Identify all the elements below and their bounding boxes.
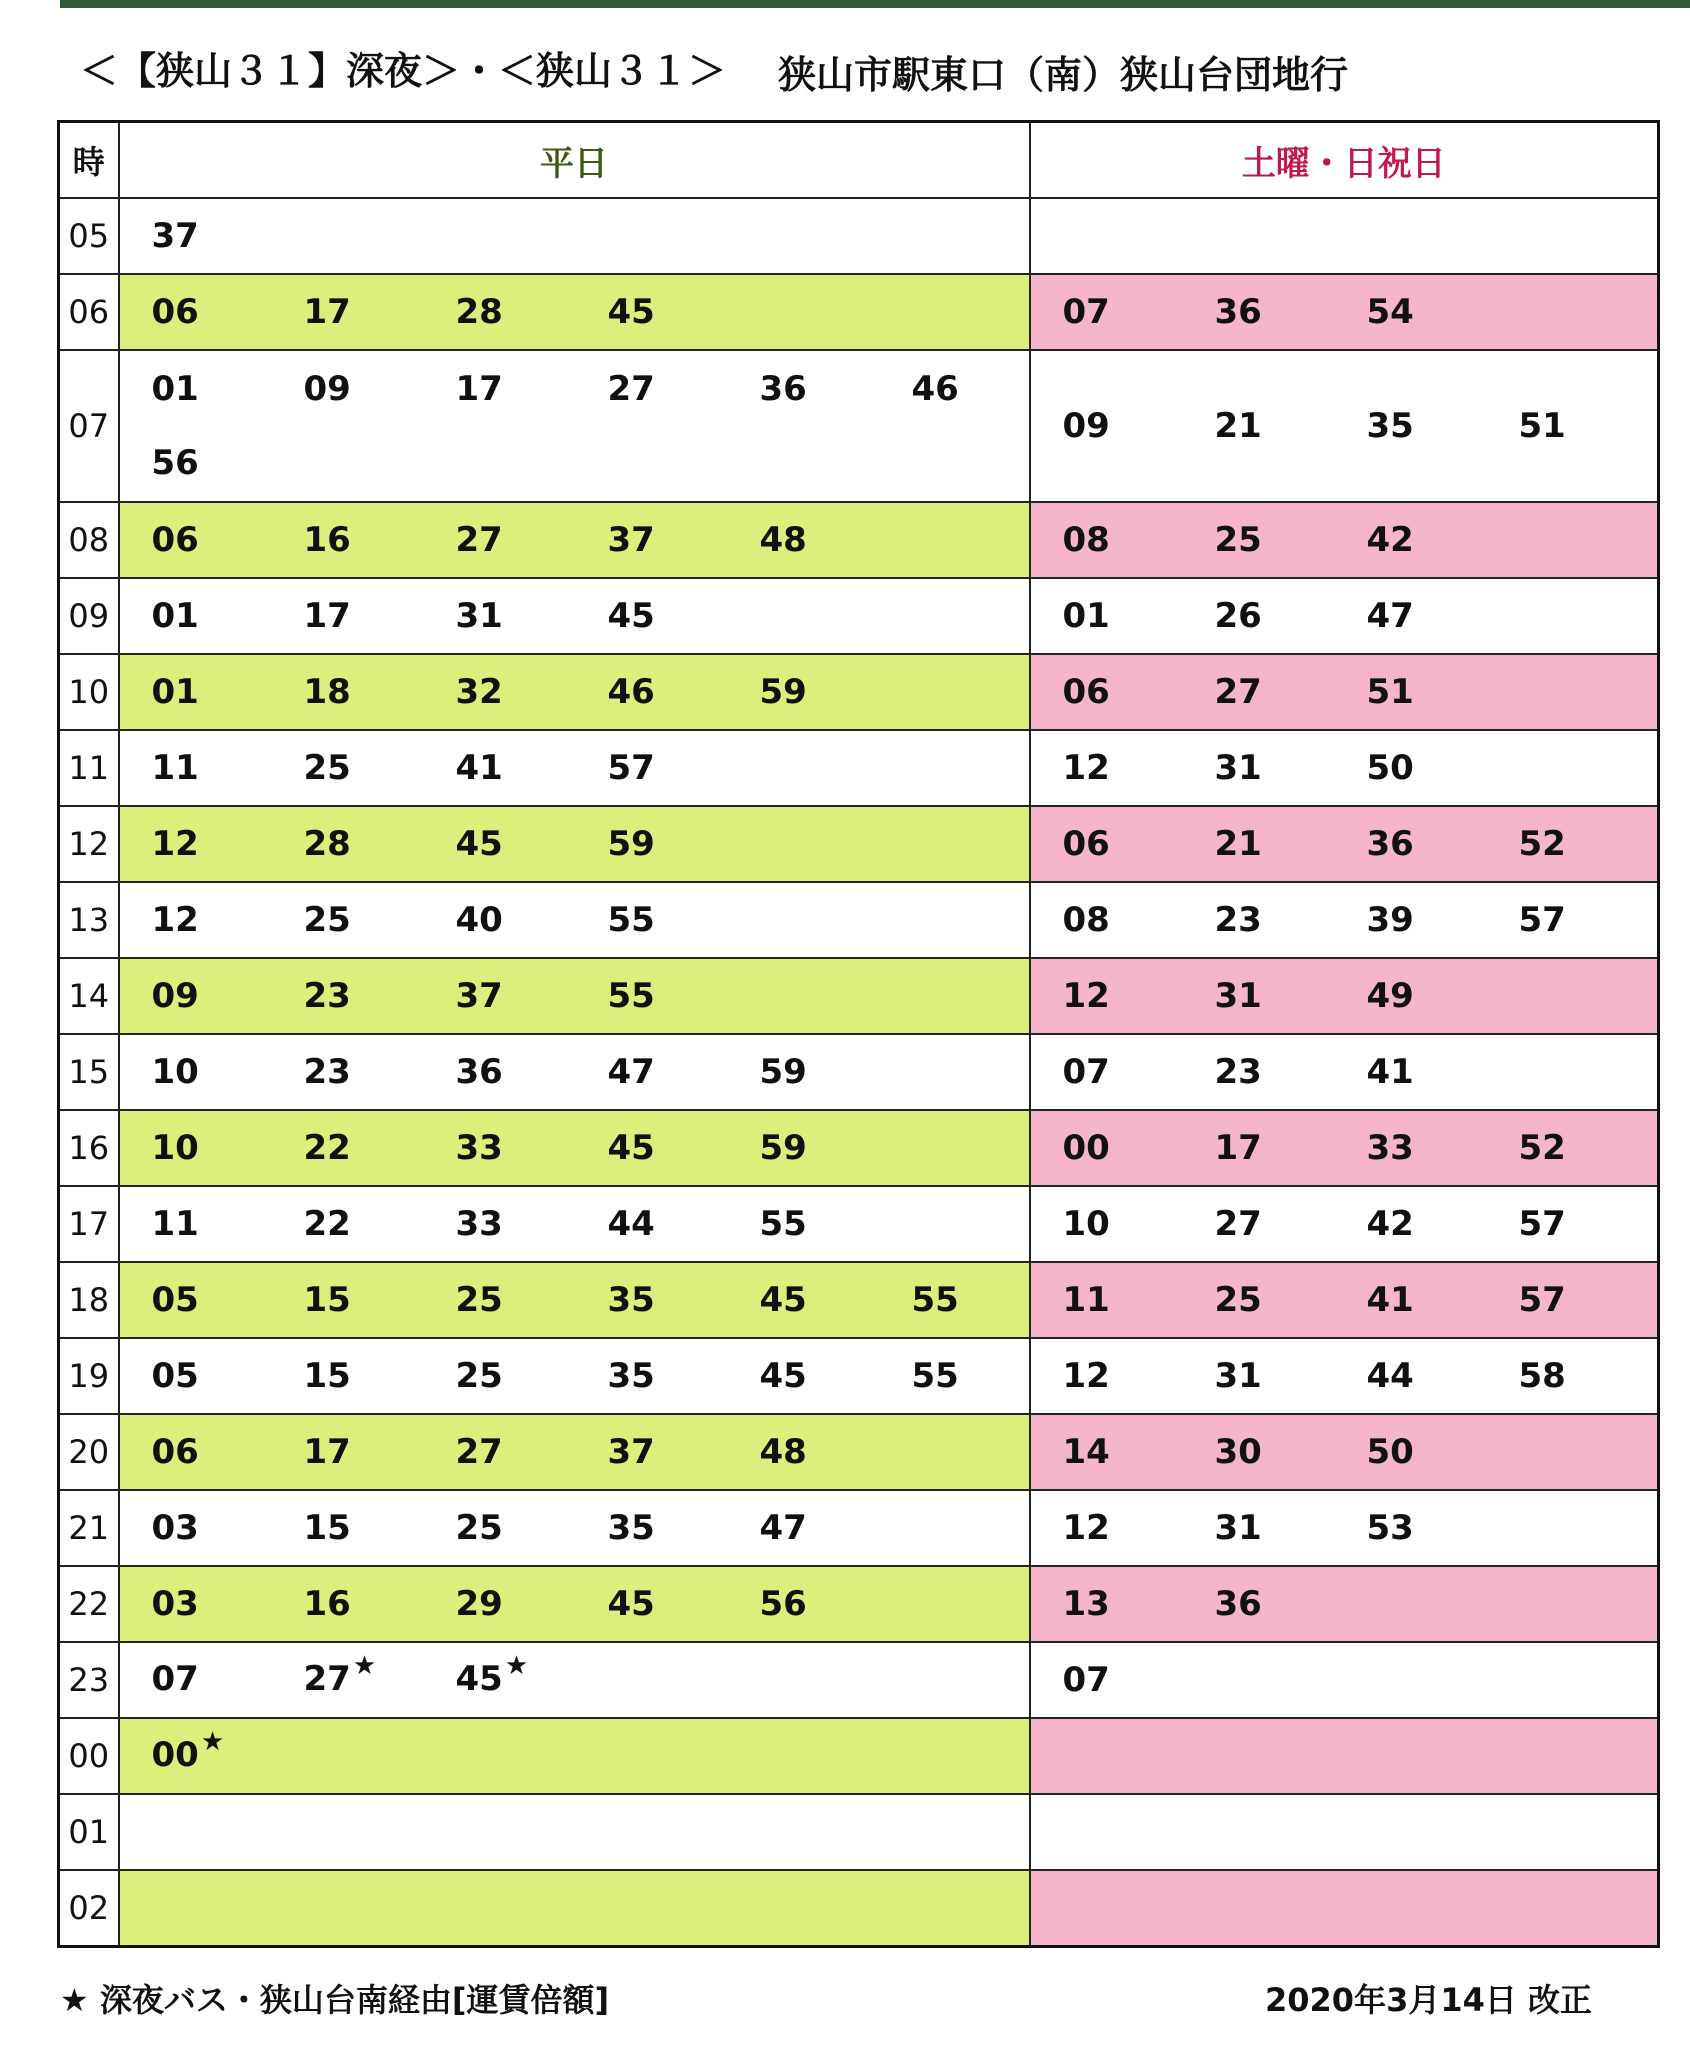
weekday-times-cell	[119, 1414, 1030, 1490]
departure-minute: 09	[1062, 406, 1110, 446]
departure-minute: 00★	[151, 1726, 225, 1775]
weekend-times-cell	[1030, 958, 1659, 1034]
hour-cell: 08	[59, 502, 119, 578]
late-night-star-icon: ★	[200, 1726, 225, 1757]
departure-minute: 22	[303, 1128, 351, 1168]
departure-minute: 22	[303, 1204, 351, 1244]
departure-minute: 36	[1366, 824, 1414, 864]
departure-minute: 31	[1214, 1356, 1262, 1396]
departure-minute: 45	[607, 292, 655, 332]
weekday-times-cell	[119, 1186, 1030, 1262]
timetable-row	[59, 578, 1659, 654]
departure-minute: 07	[1062, 1660, 1110, 1700]
departure-minute: 11	[151, 748, 199, 788]
weekday-minutes	[152, 894, 1029, 946]
timetable-row	[59, 958, 1659, 1034]
departure-minute: 59	[607, 824, 655, 864]
weekday-minutes	[152, 1198, 1029, 1250]
revision-date: 2020年3月14日 改正	[1265, 1981, 1593, 2019]
weekend-minutes	[1063, 514, 1658, 566]
timetable-row	[59, 806, 1659, 882]
departure-minute: 55	[911, 1356, 959, 1396]
departure-minute: 06	[151, 1432, 199, 1472]
weekend-times-cell	[1030, 1566, 1659, 1642]
departure-minute: 06	[1062, 824, 1110, 864]
weekday-minutes	[152, 818, 1029, 870]
departure-minute: 59	[759, 672, 807, 712]
departure-minute: 11	[151, 1204, 199, 1244]
weekend-times-cell	[1030, 1110, 1659, 1186]
timetable-row	[59, 1566, 1659, 1642]
top-border-strip	[60, 0, 1690, 8]
departure-minute: 36	[759, 369, 807, 409]
departure-minute: 35	[607, 1356, 655, 1396]
departure-minute: 35	[1366, 406, 1414, 446]
departure-minute: 37	[607, 520, 655, 560]
weekday-times-cell	[119, 1262, 1030, 1338]
departure-minute: 45	[455, 824, 503, 864]
departure-minute: 06	[151, 292, 199, 332]
weekend-times-cell	[1030, 502, 1659, 578]
hour-cell: 00	[59, 1718, 119, 1794]
departure-minute: 39	[1366, 900, 1414, 940]
departure-minute: 47	[759, 1508, 807, 1548]
weekend-times-cell	[1030, 1338, 1659, 1414]
departure-minute: 08	[1062, 900, 1110, 940]
weekend-times-cell	[1030, 274, 1659, 350]
weekend-times-cell	[1030, 1034, 1659, 1110]
departure-minute: 31	[1214, 976, 1262, 1016]
departure-minute: 41	[1366, 1280, 1414, 1320]
weekend-times-cell	[1030, 1186, 1659, 1262]
departure-minute: 55	[911, 1280, 959, 1320]
weekday-minutes	[152, 1274, 1029, 1326]
departure-minute: 27	[1214, 1204, 1262, 1244]
departure-minute: 28	[455, 292, 503, 332]
timetable-row	[59, 274, 1659, 350]
weekend-times-cell	[1030, 654, 1659, 730]
departure-minute: 10	[1062, 1204, 1110, 1244]
departure-minute: 27	[1214, 672, 1262, 712]
timetable-row	[59, 1338, 1659, 1414]
departure-minute: 31	[455, 596, 503, 636]
weekday-minutes	[151, 1726, 1029, 1784]
weekday-times-cell	[119, 350, 1030, 502]
timetable-row	[59, 1870, 1659, 1947]
timetable-row	[59, 198, 1659, 274]
hour-cell: 22	[59, 1566, 119, 1642]
weekend-minutes	[1063, 1426, 1658, 1478]
departure-minute: 56	[151, 443, 199, 483]
weekday-times-cell	[119, 806, 1030, 882]
departure-minute: 10	[151, 1052, 199, 1092]
departure-minute: 27	[455, 520, 503, 560]
departure-minute: 15	[303, 1356, 351, 1396]
departure-minute: 46	[607, 672, 655, 712]
hour-cell: 11	[59, 730, 119, 806]
departure-minute: 25	[455, 1508, 503, 1548]
departure-minute: 21	[1214, 406, 1262, 446]
departure-minute: 15	[303, 1280, 351, 1320]
hour-cell: 18	[59, 1262, 119, 1338]
weekend-times-cell	[1030, 1262, 1659, 1338]
hour-cell: 07	[59, 350, 119, 502]
departure-minute: 12	[1062, 1356, 1110, 1396]
departure-minute: 26	[1214, 596, 1262, 636]
hour-cell: 10	[59, 654, 119, 730]
departure-minute: 25	[303, 900, 351, 940]
departure-minute: 27	[455, 1432, 503, 1472]
departure-minute: 23	[303, 976, 351, 1016]
timetable-row	[59, 1034, 1659, 1110]
timetable-row	[59, 882, 1659, 958]
hour-cell: 06	[59, 274, 119, 350]
timetable-header-row	[59, 122, 1659, 199]
weekend-times-cell	[1030, 1642, 1659, 1718]
departure-minute: 06	[1062, 672, 1110, 712]
departure-minute: 41	[1366, 1052, 1414, 1092]
weekday-column-header: 平日	[119, 122, 1030, 199]
weekend-column-header: 土曜・日祝日	[1030, 122, 1659, 199]
departure-minute: 47	[607, 1052, 655, 1092]
departure-minute: 57	[1518, 900, 1566, 940]
weekday-times-cell	[119, 198, 1030, 274]
weekend-minutes	[1063, 400, 1658, 452]
weekend-times-cell	[1030, 730, 1659, 806]
departure-minute: 52	[1518, 1128, 1566, 1168]
departure-minute: 01	[151, 369, 199, 409]
departure-minute: 30	[1214, 1432, 1262, 1472]
weekend-times-cell	[1030, 198, 1659, 274]
departure-minute: 57	[1518, 1280, 1566, 1320]
timetable-row	[59, 1642, 1659, 1718]
departure-minute: 00	[1062, 1128, 1110, 1168]
departure-minute: 59	[759, 1128, 807, 1168]
departure-minute: 15	[303, 1508, 351, 1548]
departure-minute: 16	[303, 1584, 351, 1624]
hour-cell: 14	[59, 958, 119, 1034]
weekday-minutes	[152, 1578, 1029, 1630]
departure-minute: 56	[759, 1584, 807, 1624]
weekend-times-cell	[1030, 1414, 1659, 1490]
hour-cell: 16	[59, 1110, 119, 1186]
weekday-times-cell	[119, 1642, 1030, 1718]
departure-minute: 44	[607, 1204, 655, 1244]
departure-minute: 01	[151, 672, 199, 712]
weekend-times-cell	[1030, 1490, 1659, 1566]
weekend-minutes	[1063, 1122, 1658, 1174]
timetable-row	[59, 1186, 1659, 1262]
departure-minute: 23	[303, 1052, 351, 1092]
departure-minute: 49	[1366, 976, 1414, 1016]
departure-minute: 25	[303, 748, 351, 788]
departure-minute: 25	[455, 1356, 503, 1396]
timetable-row	[59, 502, 1659, 578]
weekend-minutes	[1063, 742, 1658, 794]
departure-minute: 06	[151, 520, 199, 560]
hour-cell: 12	[59, 806, 119, 882]
weekday-minutes	[152, 1122, 1029, 1174]
departure-minute: 17	[1214, 1128, 1262, 1168]
weekday-minutes	[152, 1502, 1029, 1554]
weekend-minutes	[1063, 1654, 1658, 1706]
departure-minute: 54	[1366, 292, 1414, 332]
weekday-times-cell	[119, 1718, 1030, 1794]
departure-minute: 40	[455, 900, 503, 940]
departure-minute: 18	[303, 672, 351, 712]
departure-minute: 45	[759, 1280, 807, 1320]
departure-minute: 45	[607, 1128, 655, 1168]
weekday-times-cell	[119, 274, 1030, 350]
weekday-minutes	[152, 666, 1029, 718]
weekend-minutes	[1063, 1274, 1658, 1326]
departure-minute: 03	[151, 1508, 199, 1548]
departure-minute: 55	[759, 1204, 807, 1244]
departure-minute: 44	[1366, 1356, 1414, 1396]
departure-minute: 31	[1214, 1508, 1262, 1548]
weekend-minutes	[1063, 1350, 1658, 1402]
hour-cell: 13	[59, 882, 119, 958]
departure-minute: 48	[759, 1432, 807, 1472]
departure-minute: 17	[303, 1432, 351, 1472]
route-title: ＜【狭山３１】深夜＞・＜狭山３１＞	[80, 49, 727, 93]
weekday-minutes	[152, 363, 1029, 489]
late-night-star-icon: ★	[352, 1650, 377, 1681]
departure-minute: 03	[151, 1584, 199, 1624]
departure-minute: 37	[151, 216, 199, 256]
departure-minute: 53	[1366, 1508, 1414, 1548]
timetable-row	[59, 654, 1659, 730]
weekday-times-cell	[119, 1110, 1030, 1186]
late-night-star-icon: ★	[504, 1650, 529, 1681]
weekend-minutes	[1063, 894, 1658, 946]
weekday-minutes	[152, 1350, 1029, 1402]
departure-minute: 08	[1062, 520, 1110, 560]
weekend-times-cell	[1030, 578, 1659, 654]
weekend-minutes	[1063, 818, 1658, 870]
departure-minute: 33	[1366, 1128, 1414, 1168]
departure-minute: 12	[151, 824, 199, 864]
weekend-minutes	[1063, 666, 1658, 718]
departure-minute: 17	[303, 292, 351, 332]
departure-minute: 35	[607, 1508, 655, 1548]
departure-minute: 17	[455, 369, 503, 409]
hour-column-header: 時	[59, 122, 119, 199]
departure-minute: 36	[1214, 1584, 1262, 1624]
departure-minute: 01	[1062, 596, 1110, 636]
departure-minute: 36	[455, 1052, 503, 1092]
departure-minute: 25	[1214, 1280, 1262, 1320]
departure-minute: 12	[1062, 976, 1110, 1016]
departure-minute: 36	[1214, 292, 1262, 332]
weekday-times-cell	[119, 1034, 1030, 1110]
timetable-row	[59, 1110, 1659, 1186]
weekday-minutes	[152, 590, 1029, 642]
weekday-minutes	[151, 1650, 1029, 1708]
departure-minute: 37	[607, 1432, 655, 1472]
timetable-body	[59, 198, 1659, 1947]
weekday-minutes	[152, 742, 1029, 794]
hour-cell: 17	[59, 1186, 119, 1262]
departure-minute: 29	[455, 1584, 503, 1624]
weekday-times-cell	[119, 502, 1030, 578]
departure-minute: 45	[607, 1584, 655, 1624]
weekend-times-cell	[1030, 806, 1659, 882]
departure-minute: 14	[1062, 1432, 1110, 1472]
weekday-times-cell	[119, 654, 1030, 730]
departure-minute: 16	[303, 520, 351, 560]
hour-cell: 15	[59, 1034, 119, 1110]
departure-minute: 07	[1062, 292, 1110, 332]
departure-minute: 55	[607, 976, 655, 1016]
departure-minute: 05	[151, 1280, 199, 1320]
hour-cell: 09	[59, 578, 119, 654]
departure-minute: 23	[1214, 900, 1262, 940]
departure-minute: 45	[759, 1356, 807, 1396]
weekday-times-cell	[119, 1870, 1030, 1947]
departure-minute: 33	[455, 1204, 503, 1244]
timetable-row	[59, 1718, 1659, 1794]
timetable-row	[59, 350, 1659, 502]
departure-minute: 17	[303, 596, 351, 636]
departure-minute: 25	[1214, 520, 1262, 560]
departure-minute: 51	[1366, 672, 1414, 712]
weekend-times-cell	[1030, 1718, 1659, 1794]
weekday-times-cell	[119, 1490, 1030, 1566]
departure-minute: 21	[1214, 824, 1262, 864]
departure-minute: 57	[607, 748, 655, 788]
departure-minute: 07	[151, 1658, 199, 1699]
timetable-row	[59, 1262, 1659, 1338]
hour-cell: 20	[59, 1414, 119, 1490]
weekday-minutes	[152, 514, 1029, 566]
departure-minute: 32	[455, 672, 503, 712]
weekday-minutes	[152, 1426, 1029, 1478]
departure-minute: 09	[303, 369, 351, 409]
departure-minute: 47	[1366, 596, 1414, 636]
weekend-minutes	[1063, 1046, 1658, 1098]
destination-title: 狭山市駅東口（南）狭山台団地行	[778, 53, 1349, 97]
departure-minute: 28	[303, 824, 351, 864]
hour-cell: 23	[59, 1642, 119, 1718]
departure-minute: 42	[1366, 1204, 1414, 1244]
departure-minute: 58	[1518, 1356, 1566, 1396]
weekend-times-cell	[1030, 882, 1659, 958]
weekend-times-cell	[1030, 1870, 1659, 1947]
weekday-minutes	[152, 970, 1029, 1022]
hour-cell: 19	[59, 1338, 119, 1414]
departure-minute: 42	[1366, 520, 1414, 560]
departure-minute: 12	[1062, 748, 1110, 788]
weekend-times-cell	[1030, 350, 1659, 502]
timetable-row	[59, 1490, 1659, 1566]
weekend-minutes	[1063, 1198, 1658, 1250]
hour-cell: 02	[59, 1870, 119, 1947]
weekday-times-cell	[119, 730, 1030, 806]
timetable	[57, 120, 1660, 1948]
departure-minute: 25	[455, 1280, 503, 1320]
departure-minute: 55	[607, 900, 655, 940]
timetable-row	[59, 730, 1659, 806]
departure-minute: 05	[151, 1356, 199, 1396]
weekend-minutes	[1063, 286, 1658, 338]
weekday-minutes	[152, 210, 1029, 262]
departure-minute: 46	[911, 369, 959, 409]
late-night-note: ★ 深夜バス・狭山台南経由[運賃倍額]	[60, 1981, 610, 2019]
departure-minute: 12	[151, 900, 199, 940]
departure-minute: 51	[1518, 406, 1566, 446]
page-header	[80, 30, 1620, 100]
departure-minute: 23	[1214, 1052, 1262, 1092]
departure-minute: 59	[759, 1052, 807, 1092]
departure-minute: 13	[1062, 1584, 1110, 1624]
departure-minute: 41	[455, 748, 503, 788]
weekday-times-cell	[119, 958, 1030, 1034]
departure-minute: 09	[151, 976, 199, 1016]
departure-minute: 45★	[455, 1650, 529, 1699]
hour-cell: 21	[59, 1490, 119, 1566]
departure-minute: 50	[1366, 1432, 1414, 1472]
weekend-minutes	[1063, 1578, 1658, 1630]
weekday-times-cell	[119, 1566, 1030, 1642]
hour-cell: 01	[59, 1794, 119, 1870]
departure-minute: 52	[1518, 824, 1566, 864]
departure-minute: 50	[1366, 748, 1414, 788]
departure-minute: 48	[759, 520, 807, 560]
weekday-times-cell	[119, 1794, 1030, 1870]
departure-minute: 07	[1062, 1052, 1110, 1092]
weekday-minutes	[152, 286, 1029, 338]
weekday-times-cell	[119, 1338, 1030, 1414]
departure-minute: 37	[455, 976, 503, 1016]
weekend-minutes	[1063, 590, 1658, 642]
weekend-minutes	[1063, 1502, 1658, 1554]
departure-minute: 33	[455, 1128, 503, 1168]
departure-minute: 57	[1518, 1204, 1566, 1244]
departure-minute: 31	[1214, 748, 1262, 788]
weekday-minutes	[152, 1046, 1029, 1098]
departure-minute: 12	[1062, 1508, 1110, 1548]
departure-minute: 45	[607, 596, 655, 636]
hour-cell: 05	[59, 198, 119, 274]
departure-minute: 01	[151, 596, 199, 636]
departure-minute: 27	[607, 369, 655, 409]
departure-minute: 10	[151, 1128, 199, 1168]
timetable-row	[59, 1414, 1659, 1490]
departure-minute: 11	[1062, 1280, 1110, 1320]
departure-minute: 27★	[303, 1650, 377, 1699]
weekend-times-cell	[1030, 1794, 1659, 1870]
timetable-row	[59, 1794, 1659, 1870]
weekend-minutes	[1063, 970, 1658, 1022]
departure-minute: 35	[607, 1280, 655, 1320]
weekday-times-cell	[119, 578, 1030, 654]
weekday-times-cell	[119, 882, 1030, 958]
